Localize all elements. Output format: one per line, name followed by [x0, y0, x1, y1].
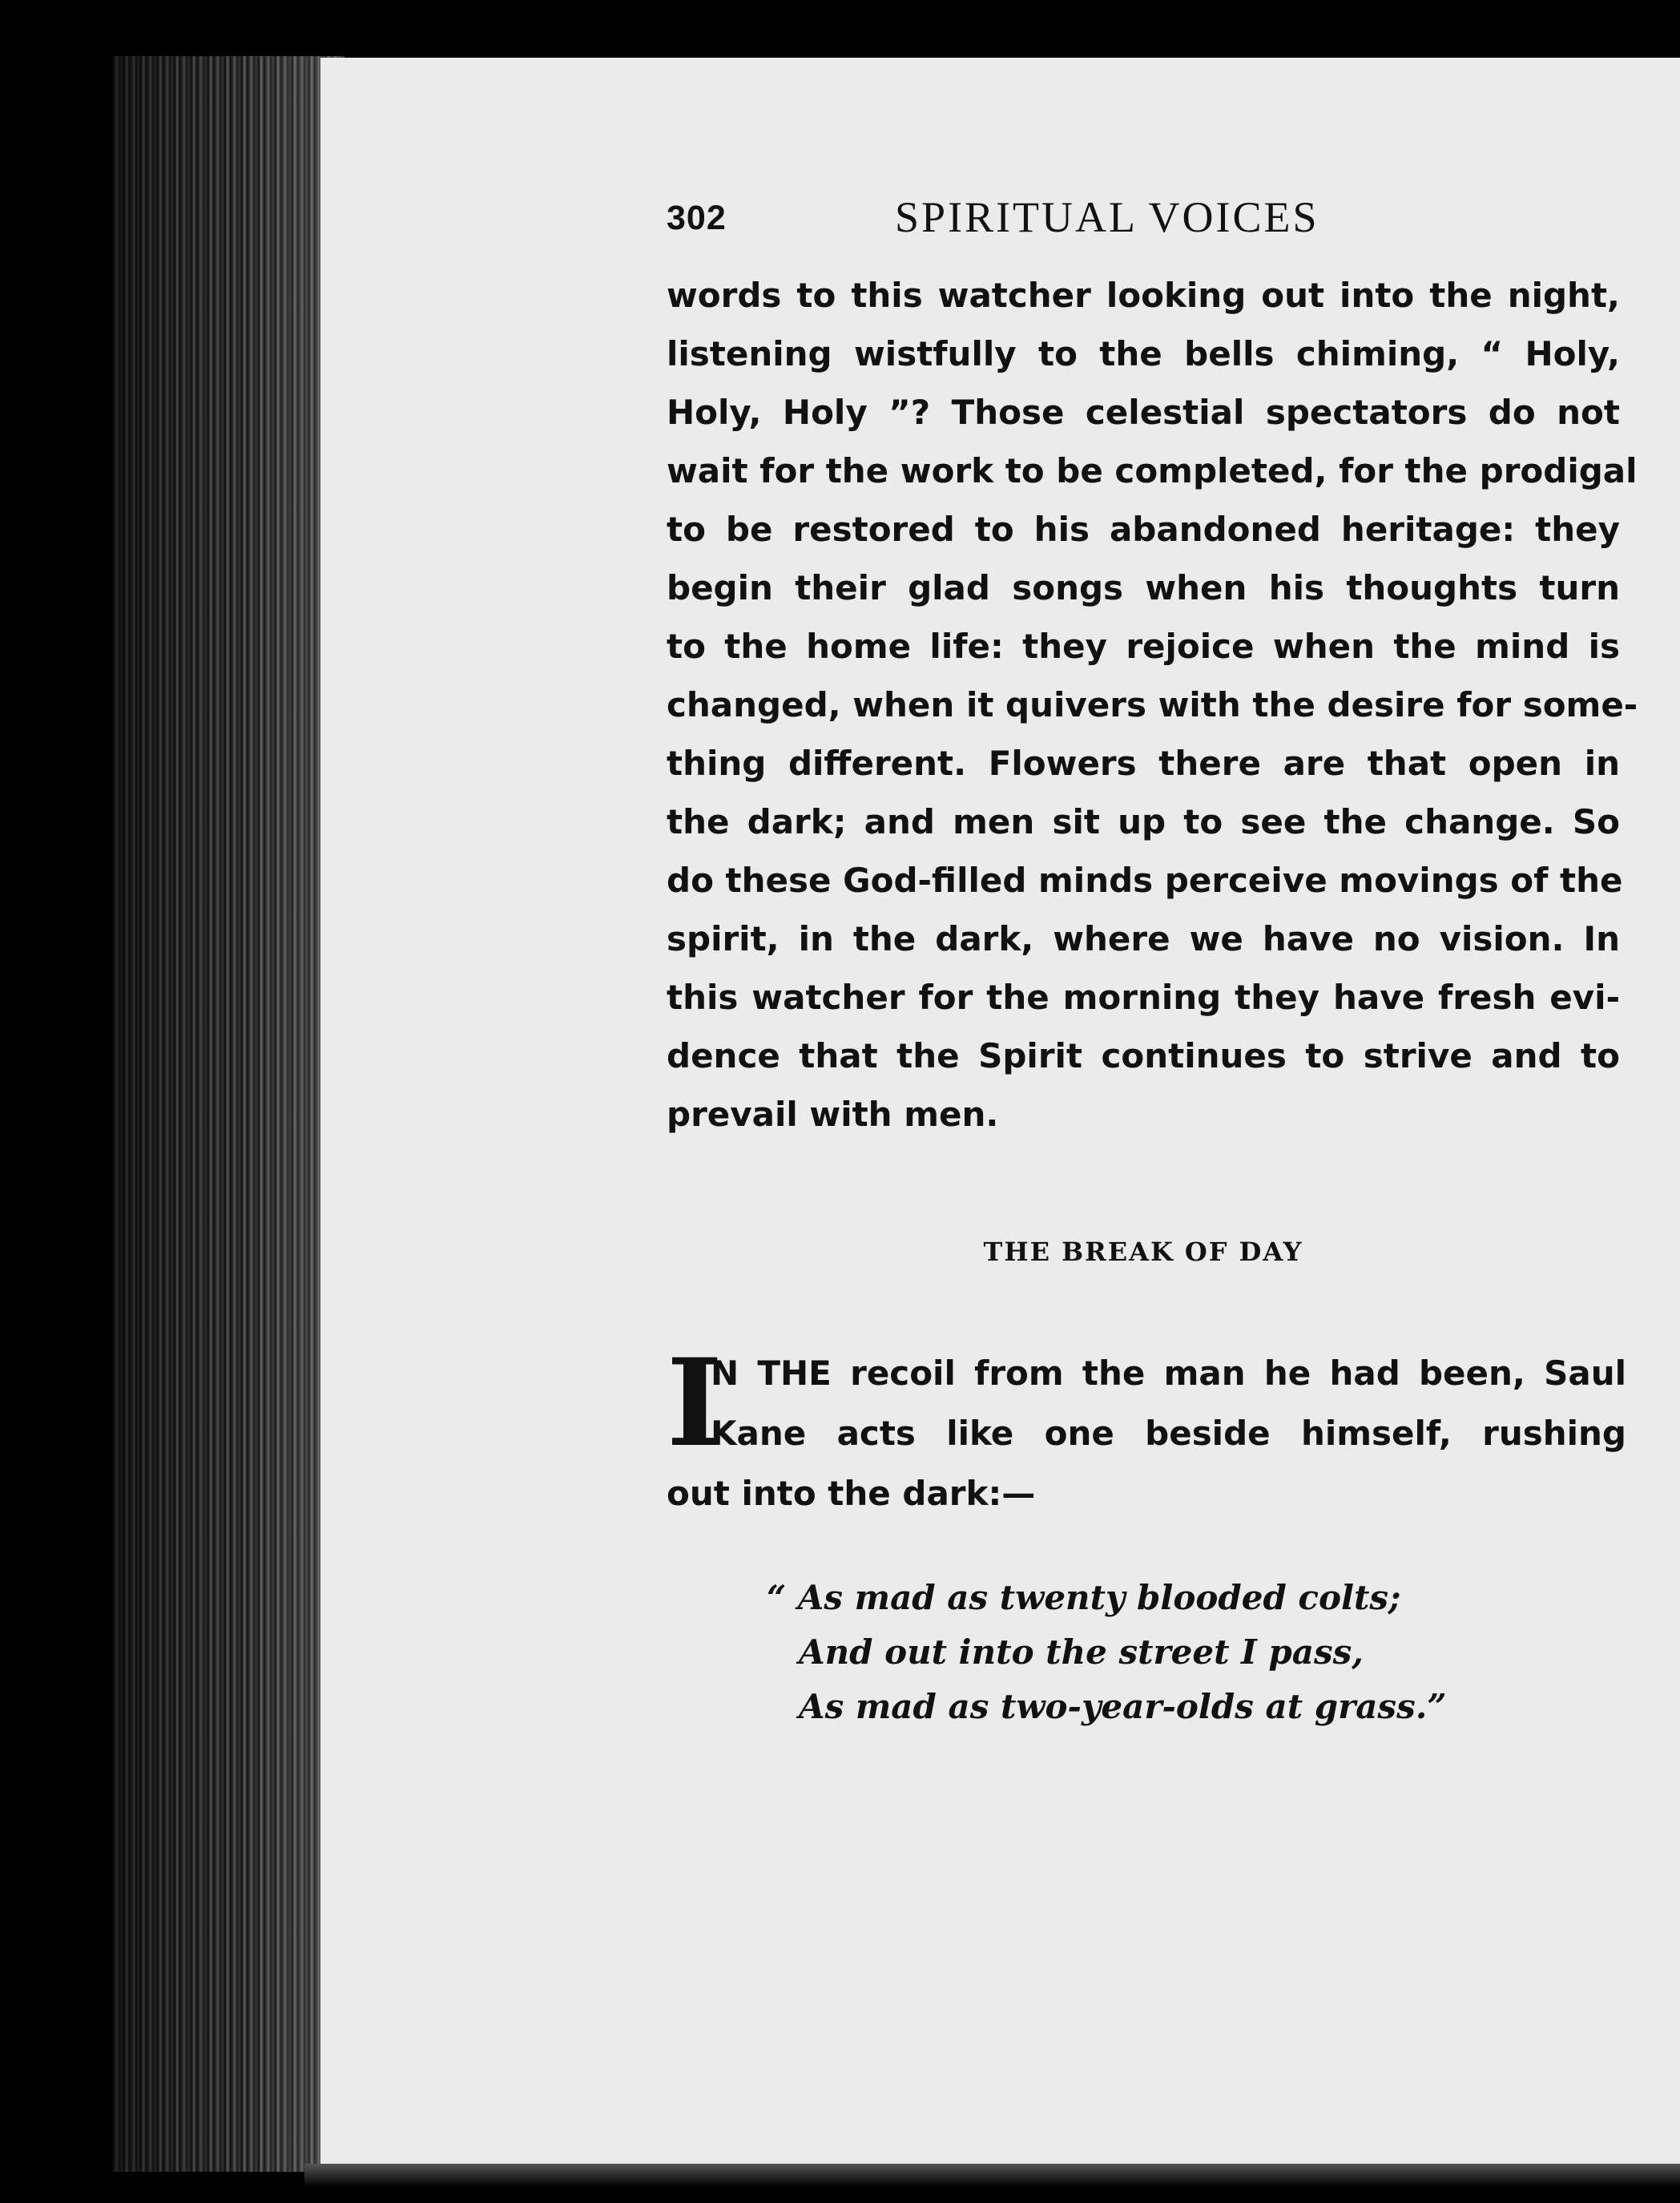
body-paragraph	[667, 266, 1638, 1144]
body-line: listening wistfully to the bells chiming, “ Holy,	[667, 334, 1620, 373]
body-line: to the home life: they rejoice when the mind is	[667, 627, 1620, 666]
section-paragraph	[667, 1333, 1626, 1523]
running-head	[667, 192, 1620, 248]
running-title: SPIRITUAL VOICES	[895, 193, 1319, 241]
body-line: prevail with men.	[667, 1095, 999, 1134]
section-heading: THE BREAK OF DAY	[983, 1237, 1303, 1267]
body-line: thing different. Flowers there are that open in	[667, 744, 1620, 783]
verse-line: As mad as two-year-olds at grass.”	[799, 1687, 1447, 1726]
section-line: out into the dark:—	[667, 1474, 1036, 1513]
verse-quotation	[767, 1571, 1447, 1734]
body-line: dence that the Spirit continues to strive and to	[667, 1036, 1620, 1075]
body-line: the dark; and men sit up to see the change. So	[667, 802, 1620, 841]
verse-line: And out into the street I pass,	[799, 1632, 1364, 1672]
page-bottom-shadow	[304, 2164, 1680, 2203]
body-line: words to this watcher looking out into the night,	[667, 276, 1620, 315]
section-line: Kane acts like one beside himself, rushing	[711, 1414, 1626, 1453]
body-line: changed, when it quivers with the desire for some-	[667, 685, 1638, 724]
body-line: Holy, Holy ”? Those celestial spectators do not	[667, 393, 1620, 432]
body-line: wait for the work to be completed, for the prodigal	[667, 451, 1638, 490]
body-line: this watcher for the morning they have fresh evi-	[667, 978, 1620, 1017]
book-page-edges	[112, 56, 344, 2172]
body-line: begin their glad songs when his thoughts turn	[667, 568, 1620, 607]
section-line: N THE recoil from the man he had been, Saul	[711, 1354, 1626, 1393]
drop-cap: I	[667, 1333, 723, 1474]
body-line: to be restored to his abandoned heritage: they	[667, 510, 1620, 549]
verse-line: “ As mad as twenty blooded colts;	[767, 1578, 1401, 1617]
page-number: 302	[667, 199, 727, 237]
body-line: spirit, in the dark, where we have no vision. In	[667, 919, 1620, 958]
body-line: do these God-filled minds perceive movings of the	[667, 861, 1623, 900]
